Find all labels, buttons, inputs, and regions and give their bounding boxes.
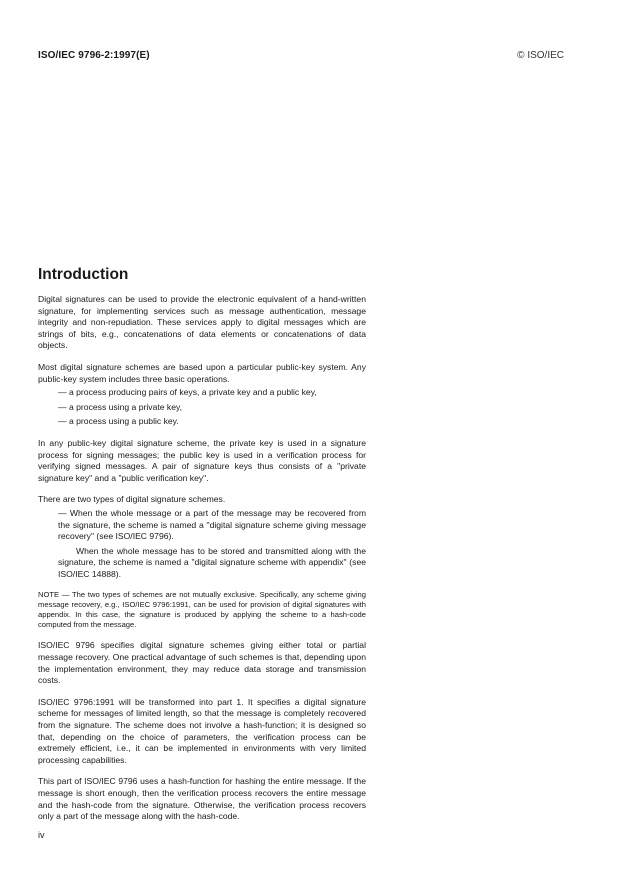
list-item: — a process using a private key, (58, 401, 183, 412)
standard-id: ISO/IEC 9796-2:1997(E) (38, 50, 150, 61)
paragraph-public-key-systems: Most digital signature schemes are based upon a particular public-key system. Any public-key system includes three basic operations. (38, 361, 366, 384)
copyright-notice: © ISO/IEC (517, 50, 564, 61)
document-body (38, 294, 366, 833)
list-item: — a process producing pairs of keys, a private key and a public key, (58, 387, 317, 398)
list-item: When the whole message has to be stored and transmitted along with the signature, the scheme is named a "digital signature scheme with appendix" (see ISO/IEC 14888). (58, 545, 366, 579)
paragraph-part-1: ISO/IEC 9796:1991 will be transformed into part 1. It specifies a digital signature scheme for messages of limited length, so that the message is completely recovered from the signature. The scheme does not involve a hash-function; it is designed so that, depending on the choice of parameters, the verification process can be extremely efficient, i.e., it can be implemented in environments with very limited processing capabilities. (38, 696, 366, 765)
page-title: Introduction (38, 266, 129, 283)
page-number: iv (38, 830, 45, 840)
paragraph-key-usage: In any public-key digital signature scheme, the private key is used in a signature process for signing messages; the public key is used in a verification process for verifying signed messages. A pair of signature keys thus consists of a "private signature key" and a "public verification key". (38, 437, 366, 483)
paragraph-iso-9796: ISO/IEC 9796 specifies digital signature schemes giving either total or partial message recovery. One practical advantage of such schemes is that, depending upon the implementation environment, they may reduce data storage and transmission costs. (38, 640, 366, 686)
paragraph-digital-signatures: Digital signatures can be used to provide the electronic equivalent of a hand-written signature, for implementing services such as message authentication, message integrity and non-repudiation. These services apply to digital messages which are strings of bits, e.g., concatenations of data elements or concatenations of data objects. (38, 294, 366, 351)
note: NOTE — The two types of schemes are not mutually exclusive. Specifically, any scheme giving message recovery, e.g., ISO/IEC 9796:1991, can be used for provision of digital signatures with appendix. In this case, the signature is produced by applying the scheme to a hash-code computed from the message. (38, 590, 366, 630)
list-item: — a process using a public key. (58, 416, 179, 427)
paragraph-this-part: This part of ISO/IEC 9796 uses a hash-function for hashing the entire message. If the message is short enough, then the verification process recovers the entire message and the hash-code from the signature. Otherwise, the verification process recovers only a part of the message along with the hash-code. (38, 776, 366, 822)
list-item: — When the whole message or a part of the message may be recovered from the signature, the scheme is named a "digital signature scheme giving message recovery" (see ISO/IEC 9796). (58, 507, 366, 542)
paragraph-scheme-types: There are two types of digital signature schemes. (38, 494, 226, 505)
